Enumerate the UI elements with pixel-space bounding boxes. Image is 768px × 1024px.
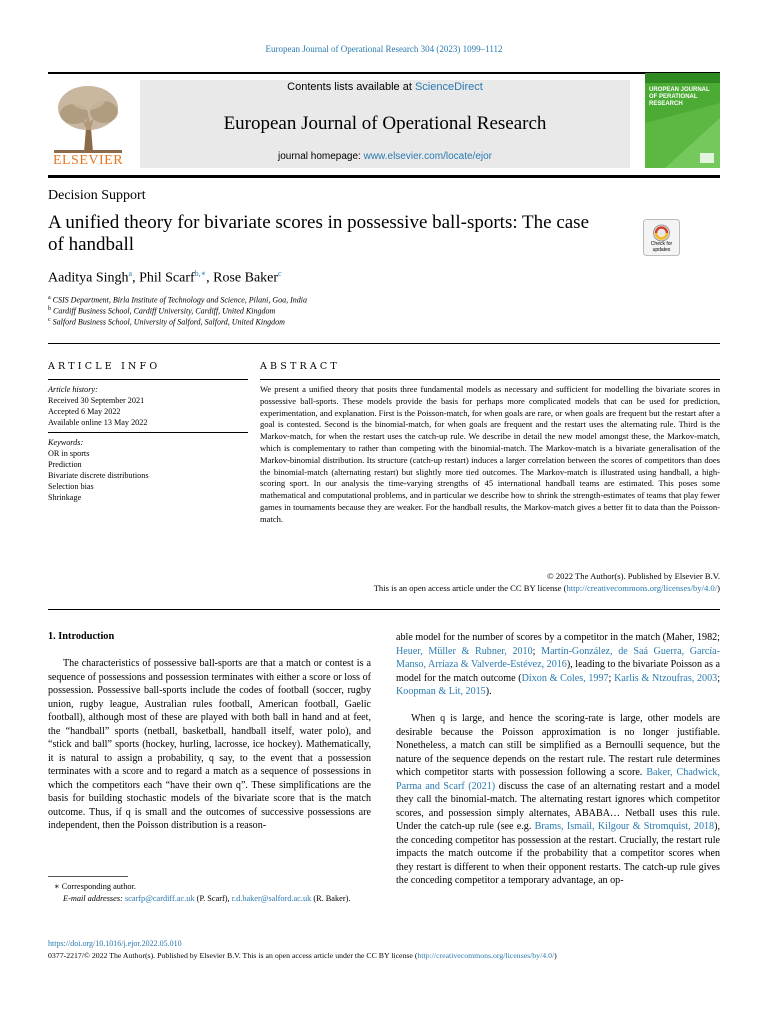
section-divider [48,343,720,344]
header-top-rule [48,72,720,74]
reference-link[interactable]: Martín-González, de Saá Guerra, García-Manso, Arriaza & Valverde-Estévez, 2016 [396,645,720,670]
article-info-heading: ARTICLE INFO [48,361,161,372]
author-affil-sup[interactable]: b,∗ [194,269,207,278]
keyword-item: Bivariate discrete distributions [48,471,149,480]
journal-homepage [140,151,630,162]
intro-text: ; [608,672,615,684]
email-label: E-mail addresses: [63,894,125,903]
abstract-text: We present a unified theory that posits three fundamental models as necessary and sufficient for modelling the bivariate scores in possessive ball-sports. These models provide the basis for perhaps more complicated models that can be used for prediction, experimentation, and explanation. First is the Poisson-match, for when goals are rare, or when goals are frequent but the restart after a goal is contested. Second is the binomial-match, for when goals are frequent and the restart uses the alternating rule. Third is the Markov-match, for when the restart uses the catch-up rule. We describe in detail the new model amongst these, the Markov-match, which is complementary to rather than competing with the binomial-match. The Markov-match is a bivariate generalisation of the Markov-binomial distribution. Its structure (catch-up restart) induces a larger correlation between the scores of competitors than does the binomial-match (alternating restart) but slightly more tied outcomes. The Markov-match is illustrated using handball, a high-scoring sport. In our analysis the time-varying strengths of 45 international handball teams are estimated. This poses some mathematical and computational problems, and in particular we describe how to shrink the strength-estimates of teams that play fewer games in tournaments because they are weaker. For the handball results, the Markov-match gives a better fit to data than the Poisson-match. [260,384,720,524]
check-for-updates-label: Check for updates [650,241,673,253]
license-prefix: This is an open access article under the CC BY license ( [373,583,567,593]
email-link[interactable]: r.d.baker@salford.ac.uk [231,894,312,903]
homepage-link[interactable]: www.elsevier.com/locate/ejor [363,151,492,162]
abstract-license [374,583,720,594]
abstract-rule [260,379,720,380]
history-item: Available online 13 May 2022 [48,418,148,427]
abstract-copyright: © 2022 The Author(s). Published by Elsevier B.V. [547,571,720,581]
intro-paragraph-2 [396,631,720,699]
intro-text: When q is large, and hence the scoring-rate is large, other models are desirable because the Poisson approximation is no longer justifiable. Nonetheless, a match can still be simplified as a Bernoulli sequence, but the nature of the sequence depends on the restart rule. The restart rule determines which competitor starts with possession following a score. [396,713,720,778]
abstract-heading: ABSTRACT [260,361,340,372]
journal-cover[interactable] [645,73,720,168]
footnote-corresponding: ∗ Corresponding author. [54,882,136,891]
author-affil-sup[interactable]: c [278,269,282,278]
email-owner: (R. Baker). [311,894,351,903]
author-name: Rose Baker [213,270,279,286]
author-name: Aaditya Singh [48,270,129,286]
contents-line [140,81,630,93]
sciencedirect-link[interactable]: ScienceDirect [414,81,483,93]
affiliation-sup: b [48,306,51,312]
keyword-item: OR in sports [48,449,90,458]
reference-link[interactable]: Baker, Chadwick, Parma and Scarf (2021) [396,767,720,792]
footer-license-suffix: ) [554,951,557,960]
abstract-end-rule [48,609,720,610]
journal-banner [140,80,630,168]
affiliation [48,295,307,305]
reference-link[interactable]: Heuer, Müller & Rubner, 2010 [396,645,533,657]
license-link[interactable]: http://creativecommons.org/licenses/by/4.0/ [566,583,718,593]
footer-license [48,951,557,960]
author-affil-sup[interactable]: a [128,269,133,278]
reference-link[interactable]: Koopman & Lit, 2015 [396,686,486,697]
affiliation-text: Salford Business School, University of Salford, Salford, United Kingdom [52,317,285,327]
author-list [48,269,282,287]
history-item: Received 30 September 2021 [48,396,145,405]
affiliation-text: CSIS Department, Birla Institute of Technology and Science, Pilani, Goa, India [52,295,308,305]
author-separator: , [206,270,214,286]
intro-paragraph-3 [396,712,720,888]
doi-link[interactable]: https://doi.org/10.1016/j.ejor.2022.05.010 [48,939,182,948]
elsevier-logo [48,80,128,168]
footnote-emails [48,893,371,905]
history-item: Accepted 6 May 2022 [48,407,121,416]
intro-text: ), the conceding competitor has possession at the restart. Crucially, the restart rule impacts the match outcome if the probability that a competitor scores when they restart is different to when their opponent restarts. The catch-up rule gives the conceding competitor a temporary advantage, an op- [396,821,720,886]
intro-text: ; [717,672,721,684]
email-link[interactable]: scarfp@cardiff.ac.uk [124,894,195,903]
intro-text: ). [485,686,492,697]
journal-citation[interactable]: European Journal of Operational Research 304 (2023) 1099–1112 [265,44,503,54]
affiliation [48,317,285,327]
intro-text: ), leading to the bivariate Poisson as a model for the match outcome ( [396,659,720,684]
intro-heading: 1. Introduction [48,631,115,642]
keyword-item: Shrinkage [48,493,82,502]
history-label: Article history: [48,385,98,394]
article-title: A unified theory for bivariate scores in possessive ball-sports: The case of handball [48,212,590,255]
affiliation [48,306,275,316]
homepage-prefix: journal homepage: [277,151,364,162]
reference-link[interactable]: Brams, Ismail, Kilgour & Stromquist, 2018 [534,821,715,832]
keywords-label: Keywords: [48,438,84,447]
footnote-rule [48,876,128,877]
cover-title: UROPEAN JOURNAL OF PERATIONAL RESEARCH [649,87,710,107]
keyword-item: Selection bias [48,482,94,491]
reference-link[interactable]: Dixon & Coles, 1997 [521,672,609,684]
email-owner: (P. Scarf), [194,894,232,903]
author-separator: , [132,270,140,286]
affiliation-sup: c [48,317,51,323]
intro-text: discuss the case of an alternating restart and a model they call the binomial-match. The alternating restart ignores which competitor scores, and possession simply alternates, ABABA… Netball uses this rule. Under the catch-up rule (see e.g. [396,780,721,832]
intro-text: able model for the number of scores by a competitor in the match (Maher, 1982; [396,632,720,643]
intro-text: ; [532,645,542,657]
affiliation-text: Cardiff Business School, Cardiff University, Cardiff, United Kingdom [53,306,276,316]
intro-paragraph-1: The characteristics of possessive ball-sports are that a match or contest is a sequence of possessions and possession terminates with either a score or loss of possession. Possessive ball-sports include the codes of football (soccer, rugby union, rugby league, Australian rules football, American football, Gaelic football), although most of these are played with both ball in hand and at feet, the “handball” sports (netball, basketball, handball itself, water polo), and “stick and ball” sports (hockey, hurling, lacrosse, ice hockey). Mathematically, it is natural to assign a probability, q say, to the event that a possession terminates with a score and to regard a match as a sequence of possessions in which the competitors each “have their own q”. These simplifications are the basis for building stochastic models of the bivariate score that is the match outcome. Thus, if q is small and the outcomes of successive possessions are independent, then the Poisson distribution is a reason- [48,658,371,831]
footer-license-link[interactable]: http://creativecommons.org/licenses/by/4.0/ [417,951,555,960]
elsevier-wordmark: ELSEVIER [52,153,124,168]
author-name: Phil Scarf [139,270,195,286]
keywords-rule [48,432,248,433]
reference-link[interactable]: Karlis & Ntzoufras, 2003 [614,672,718,684]
journal-title: European Journal of Operational Research [223,113,547,134]
header-bottom-rule [48,175,720,178]
contents-prefix: Contents lists available at [287,81,415,93]
check-for-updates-badge[interactable] [643,219,680,256]
license-suffix: ) [717,583,720,593]
affiliation-sup: a [48,295,51,301]
article-section: Decision Support [48,188,146,203]
footer-license-prefix: 0377-2217/© 2022 The Author(s). Published by Elsevier B.V. This is an open access article under the CC BY license ( [48,951,418,960]
keyword-item: Prediction [48,460,82,469]
article-info-rule [48,379,248,380]
